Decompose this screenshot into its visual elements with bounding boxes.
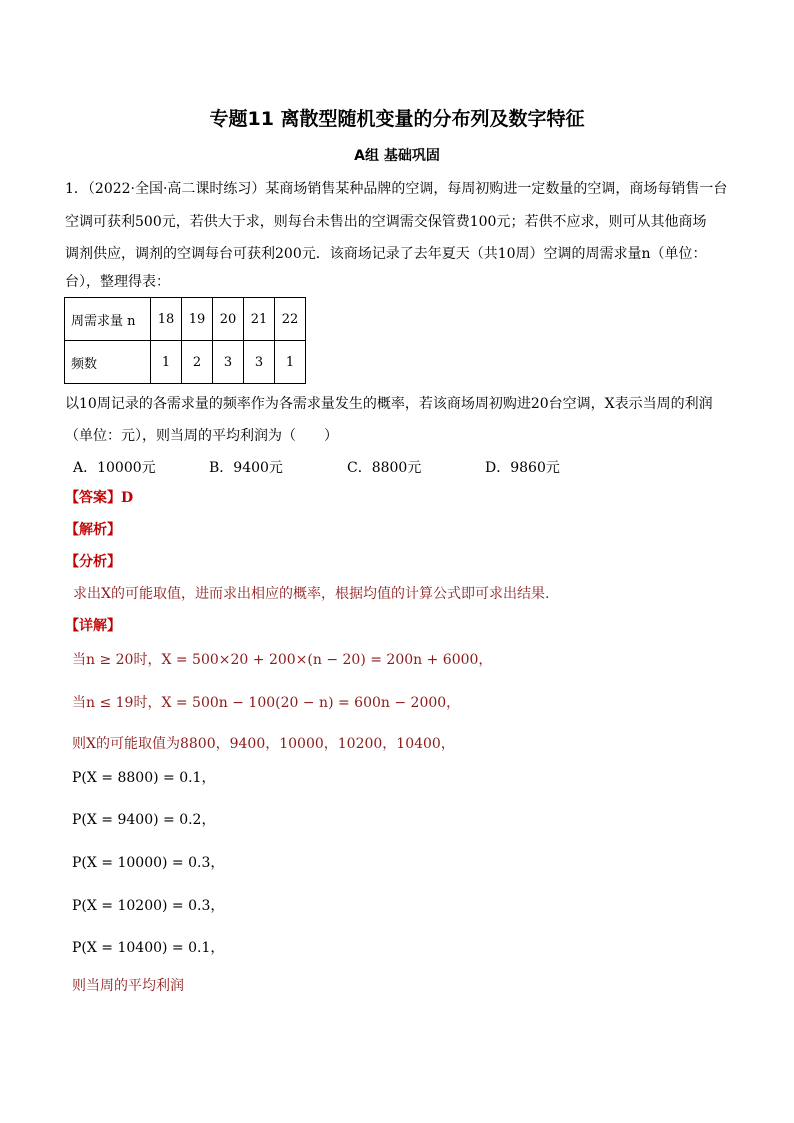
answer-label: 【答案】D <box>65 490 134 506</box>
probability-line-1: P(X = 8800) = 0.1， <box>72 770 216 786</box>
option-b: B．9400元 <box>209 460 283 476</box>
option-c: C．8800元 <box>347 460 422 476</box>
solution-final: 则当周的平均利润 <box>72 978 184 994</box>
page-title: 专题11 离散型随机变量的分布列及数字特征 <box>209 108 585 130</box>
fenxi-label: 【分析】 <box>65 554 121 570</box>
table-cell: 22 <box>275 298 306 341</box>
option-d: D．9860元 <box>485 460 560 476</box>
question-line-5: 以10周记录的各需求量的频率作为各需求量发生的概率，若该商场周初购进20台空调，X表示当周的利润 <box>65 396 713 412</box>
demand-frequency-table <box>64 297 306 384</box>
probability-line-3: P(X = 10000) = 0.3， <box>72 855 225 871</box>
probability-line-4: P(X = 10200) = 0.3， <box>72 898 225 914</box>
question-line-3: 调剂供应，调剂的空调每台可获利200元．该商场记录了去年夏天（共10周）空调的周需求量n（单位： <box>65 246 707 262</box>
table-cell: 19 <box>182 298 213 341</box>
option-a: A．10000元 <box>73 460 156 476</box>
question-line-6: （单位：元），则当周的平均利润为（ ） <box>65 428 338 444</box>
solution-values: 则X的可能取值为8800，9400，10000，10200，10400， <box>72 736 455 752</box>
question-line-2: 空调可获利500元，若供大于求，则每台未售出的空调需交保管费100元；若供不应求，则可从其他商场 <box>65 214 707 230</box>
table-cell: 18 <box>151 298 182 341</box>
probability-line-2: P(X = 9400) = 0.2， <box>72 812 216 828</box>
table-row-frequency <box>65 341 306 384</box>
question-line-1: 1．（2022·全国·高二课时练习）某商场销售某种品牌的空调，每周初购进一定数量的空调，商场每销售一台 <box>65 181 728 197</box>
table-cell: 1 <box>275 341 306 384</box>
table-cell: 20 <box>213 298 244 341</box>
table-row-demand <box>65 298 306 341</box>
table-cell: 3 <box>213 341 244 384</box>
table-cell: 21 <box>244 298 275 341</box>
table-header-demand: 周需求量 n <box>65 298 151 341</box>
solution-case-1: 当n ≥ 20时，X = 500×20 + 200×(n − 20) = 200n + 6000， <box>72 652 493 668</box>
table-header-frequency: 频数 <box>65 341 151 384</box>
table-cell: 3 <box>244 341 275 384</box>
table-cell: 2 <box>182 341 213 384</box>
solution-case-2: 当n ≤ 19时，X = 500n − 100(20 − n) = 600n − 2000， <box>72 695 461 711</box>
analysis-label: 【解析】 <box>65 522 121 538</box>
table-cell: 1 <box>151 341 182 384</box>
detail-label: 【详解】 <box>65 618 121 634</box>
group-heading: A组 基础巩固 <box>354 148 440 164</box>
probability-line-5: P(X = 10400) = 0.1， <box>72 940 225 956</box>
question-line-4: 台），整理得表： <box>65 274 170 290</box>
fenxi-text: 求出X的可能取值，进而求出相应的概率，根据均值的计算公式即可求出结果. <box>73 586 550 602</box>
